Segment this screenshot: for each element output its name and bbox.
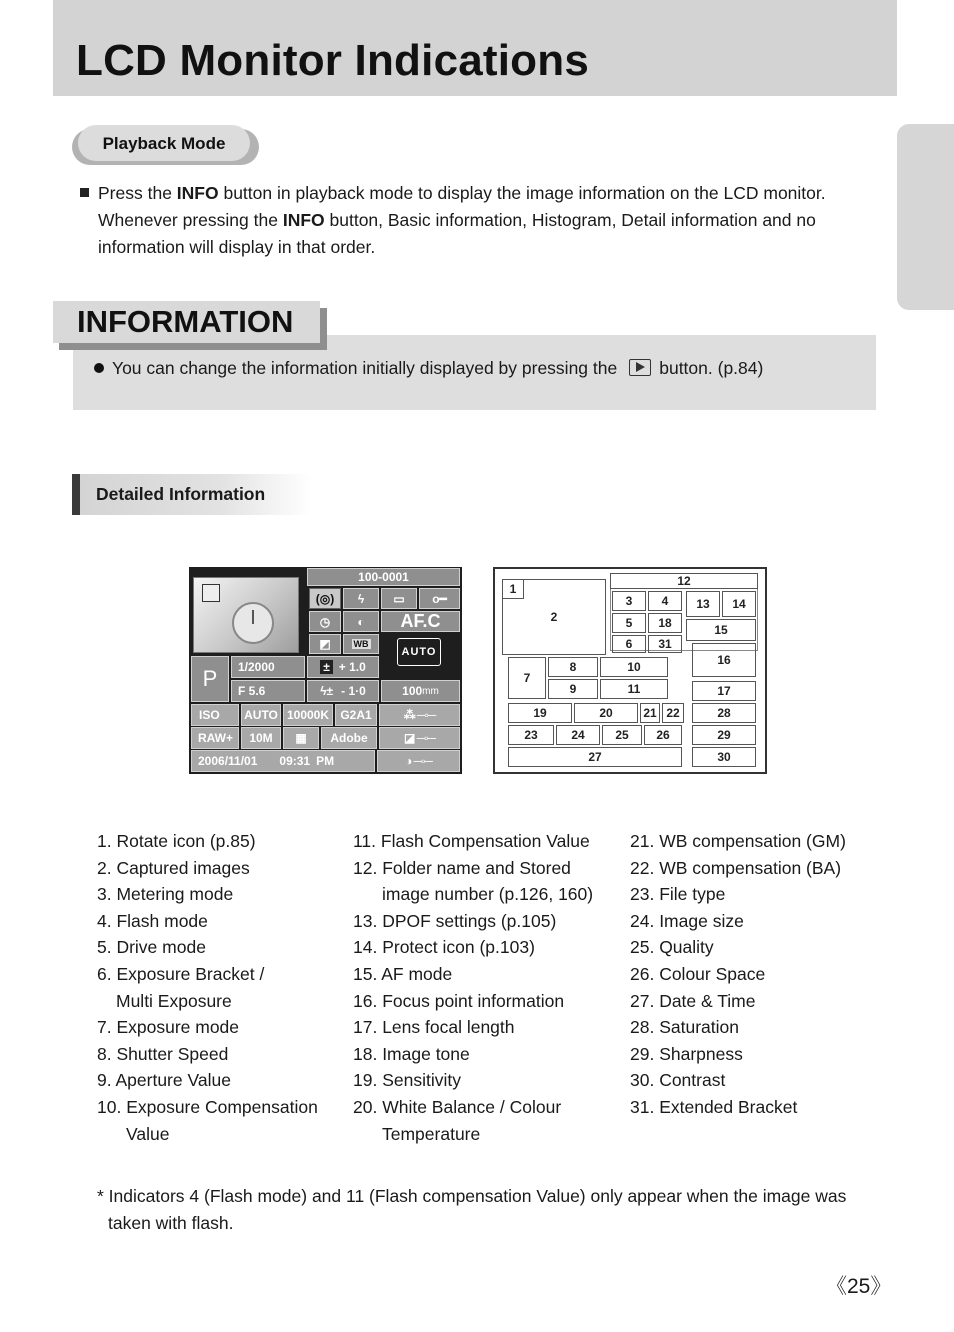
legend-item: 22. WB compensation (BA) (630, 857, 842, 878)
section-pill-playback-mode: Playback Mode (78, 125, 250, 161)
map-box-18: 18 (648, 613, 682, 633)
auto-focus-point-badge: AUTO (397, 638, 441, 666)
flash-compensation (307, 680, 379, 702)
map-box-29: 29 (692, 725, 756, 745)
legend-item: 20. White Balance / Colour (353, 1096, 562, 1117)
map-box-5: 5 (612, 613, 646, 633)
focus-point-area (397, 638, 441, 666)
legend-item: 6. Exposure Bracket / (97, 963, 265, 984)
map-box-31: 31 (648, 635, 682, 653)
legend-item: 26. Colour Space (630, 963, 766, 984)
self-timer-icon: ◷ (309, 611, 341, 632)
page-title: LCD Monitor Indications (76, 36, 590, 85)
intro-line-2 (80, 207, 840, 234)
legend-item-continued: Temperature (382, 1123, 481, 1144)
time-value: 09:31 (279, 754, 311, 768)
folder-number: 100-0001 (307, 568, 460, 586)
clock-image (232, 602, 274, 644)
legend-item: 17. Lens focal length (353, 1017, 515, 1038)
saturation-slider: ⁂ ─▫─ (379, 704, 460, 726)
intro-paragraph (80, 180, 840, 261)
file-type: RAW+ (191, 727, 239, 749)
legend-column-1 (97, 828, 318, 1147)
legend-item: 2. Captured images (97, 857, 250, 878)
sharpness-slider: ◪ ─▫─ (379, 727, 460, 749)
info-keyword: INFO (282, 210, 325, 230)
map-box-27: 27 (508, 747, 682, 767)
rotate-icon (202, 584, 220, 602)
detailed-information-heading: Detailed Information (72, 474, 312, 515)
exposure-bracket-icon: ◩ (309, 634, 341, 654)
map-box-9: 9 (548, 679, 598, 699)
iso-label: ISO (191, 704, 239, 726)
date-value: 2006/11/01 (198, 754, 258, 768)
focal-value: 100 (402, 684, 423, 698)
wb-bracket-icon (343, 634, 379, 654)
legend-item: 11. Flash Compensation Value (353, 831, 590, 851)
legend-item: 5. Drive mode (97, 937, 206, 958)
legend-item: 27. Date & Time (630, 990, 756, 1011)
wb-compensation: G2A1 (335, 704, 377, 726)
map-box-26: 26 (644, 725, 682, 745)
map-box-20: 20 (574, 703, 638, 723)
map-box-14: 14 (722, 591, 756, 617)
intro-text: button in playback mode to display the image information on the LCD monitor. (218, 183, 826, 203)
footnote (97, 1183, 877, 1237)
note-text: button. (p.84) (659, 358, 764, 378)
bullet-dot-icon (94, 363, 104, 373)
lcd-screen (189, 567, 462, 774)
information-note (94, 358, 763, 379)
map-box-22: 22 (662, 703, 684, 723)
legend-item: 18. Image tone (353, 1043, 470, 1064)
exp-comp-value: + 1.0 (338, 660, 366, 674)
flash-comp-icon: ϟ± (320, 684, 334, 698)
intro-text: Press the (98, 183, 177, 203)
quality-icon: ▦ (283, 727, 319, 749)
intro-text: button, Basic information, Histogram, Detail information and no (324, 210, 816, 230)
legend-item: 28. Saturation (630, 1017, 739, 1038)
map-box-4: 4 (648, 591, 682, 611)
legend-column-2 (353, 828, 593, 1147)
shutter-speed: 1/2000 (231, 656, 305, 678)
map-box-11: 11 (600, 679, 668, 699)
legend-item: 4. Flash mode (97, 910, 208, 931)
map-box-30: 30 (692, 747, 756, 767)
lens-focal-length (381, 680, 460, 702)
page-number: 《25》 (826, 1275, 892, 1298)
info-keyword: INFO (176, 183, 219, 203)
legend-item: 7. Exposure mode (97, 1017, 240, 1038)
map-box-7: 7 (508, 657, 546, 699)
map-box-25: 25 (602, 725, 642, 745)
indicator-layout-map (493, 567, 767, 774)
legend-item: 8. Shutter Speed (97, 1043, 229, 1064)
legend-item: 29. Sharpness (630, 1043, 743, 1064)
legend-item-continued: Value (126, 1123, 170, 1144)
map-box-13: 13 (686, 591, 720, 617)
legend-item: 13. DPOF settings (p.105) (353, 910, 557, 931)
intro-text: Whenever pressing the (98, 210, 283, 230)
footnote-line-2: taken with flash. (108, 1213, 234, 1233)
note-text: You can change the information initially displayed by pressing the (112, 358, 618, 378)
side-tab (897, 124, 954, 310)
af-mode (381, 611, 460, 632)
legend-item: 10. Exposure Compensation (97, 1096, 318, 1117)
legend-item-continued: Multi Exposure (116, 990, 232, 1011)
image-size: 10M (241, 727, 281, 749)
map-box-8: 8 (548, 657, 598, 677)
map-box-2: 2 (502, 579, 606, 655)
ampm-value: PM (316, 754, 335, 768)
map-box-16: 16 (692, 643, 756, 677)
aperture-value: F 5.6 (231, 680, 305, 702)
intro-line-1 (80, 180, 840, 207)
exp-comp-icon: ± (320, 660, 333, 674)
protect-key-icon: o━ (419, 588, 460, 609)
play-button-icon (629, 359, 651, 376)
legend-item: 19. Sensitivity (353, 1070, 461, 1091)
focal-unit: mm (422, 685, 439, 697)
metering-mode-icon: (◎) (309, 588, 341, 609)
legend-item-continued: image number (p.126, 160) (382, 884, 594, 905)
legend-item: 12. Folder name and Stored (353, 857, 571, 878)
drive-mode-icon: ▭ (381, 588, 417, 609)
wb-colour-temperature: 10000K (283, 704, 333, 726)
legend-item: 14. Protect icon (p.103) (353, 937, 535, 958)
iso-value: AUTO (241, 704, 281, 726)
legend-item: 3. Metering mode (97, 884, 234, 905)
flash-mode-icon: ϟ (343, 588, 379, 609)
legend-item: 30. Contrast (630, 1070, 726, 1091)
intro-line-3: information will display in that order. (98, 237, 376, 257)
exposure-compensation (307, 656, 379, 678)
image-tone-icon: ◐ (343, 611, 379, 632)
map-box-10: 10 (600, 657, 668, 677)
map-box-24: 24 (556, 725, 600, 745)
map-box-21: 21 (640, 703, 660, 723)
legend-item: 1. Rotate icon (p.85) (97, 831, 256, 851)
map-box-6: 6 (612, 635, 646, 653)
legend-column-3 (630, 828, 846, 1121)
map-box-19: 19 (508, 703, 572, 723)
legend-item: 15. AF mode (353, 963, 453, 984)
contrast-slider: ◑ ─▫─ (377, 750, 460, 772)
wb-icon-label: WB (353, 639, 369, 649)
map-box-17: 17 (692, 681, 756, 701)
legend-item: 16. Focus point information (353, 990, 565, 1011)
legend-item: 24. Image size (630, 910, 744, 931)
legend-item: 31. Extended Bracket (630, 1096, 798, 1117)
map-box-3: 3 (612, 591, 646, 611)
captured-image (193, 577, 299, 653)
af-mode-value: AF.C (400, 611, 441, 631)
colour-space: Adobe (321, 727, 377, 749)
bullet-square-icon (80, 188, 89, 197)
map-box-23: 23 (508, 725, 554, 745)
legend-item: 9. Aperture Value (97, 1070, 231, 1091)
footnote-line-1: * Indicators 4 (Flash mode) and 11 (Flash compensation Value) only appear when the image was (97, 1186, 847, 1206)
legend-item: 23. File type (630, 884, 726, 905)
map-box-28: 28 (692, 703, 756, 723)
information-heading: INFORMATION (53, 301, 320, 343)
exposure-mode: P (191, 656, 229, 702)
flash-comp-value: - 1·0 (341, 684, 366, 698)
map-box-1: 1 (502, 579, 524, 599)
legend-item: 21. WB compensation (GM) (630, 831, 846, 851)
date-time (191, 750, 375, 772)
map-box-15: 15 (686, 619, 756, 641)
map-box-12: 12 (610, 573, 758, 589)
legend-item: 25. Quality (630, 937, 714, 958)
